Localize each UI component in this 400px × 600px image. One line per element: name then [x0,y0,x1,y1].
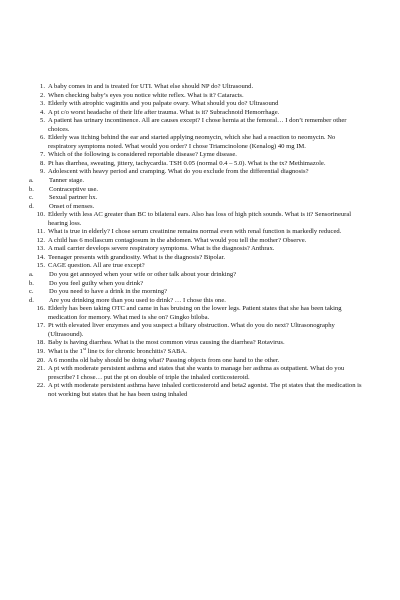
item-number: 8. [40,159,45,167]
item-text: Adolescent with heavy period and cramping. What do you exclude from the differential diagnosis? [48,168,309,176]
subitem-letter: d. [29,202,34,210]
item-number: 5. [40,117,45,125]
list-item [29,245,364,254]
item-number: 9. [40,168,45,176]
item-text: Teenager presents with grandiosity. What is the diagnosis? Bipolar. [48,253,225,261]
list-subitem [29,280,364,289]
item-text: Elderly with atrophic vaginitis and you palpate ovary. What should you do? Ultrasound [48,100,279,108]
subitem-letter: d. [29,296,34,304]
item-text-post: line tx for chronic bronchitis? SABA. [86,347,187,355]
item-number: 4. [40,108,45,116]
item-text: A mail carrier develops severe respiratory symptoms. What is the diagnosis? Anthrax. [48,245,275,253]
question-list [29,83,364,399]
item-text: When checking baby’s eyes you notice white reflex. What is it? Cataracts. [48,91,244,99]
subitem-text: Do you get annoyed when your wife or other talk about your drinking? [49,271,237,279]
item-number: 16. [36,305,45,313]
list-item [29,345,364,357]
item-number: 22. [36,382,45,390]
item-number: 2. [40,91,45,99]
list-subitem [29,271,364,280]
list-subitem [29,297,364,306]
item-number: 7. [40,151,45,159]
list-item [29,339,364,348]
list-subitem [29,186,364,195]
list-item [29,211,364,228]
list-item [29,168,364,177]
item-number: 21. [36,365,45,373]
list-item [29,151,364,160]
item-text: A pt c/o worst headache of their life after trauma. What is it? Subrachnoid Hemorrhage. [48,108,280,116]
list-item [29,134,364,151]
list-item [29,92,364,101]
item-text: Pt with elevated liver enzymes and you suspect a biliary obstruction. What do you do next? Ultrasonography (Ultrasound). [48,322,335,338]
subitem-text: Are you drinking more than you used to drink? … I chose this one. [49,296,226,304]
item-number: 3. [40,100,45,108]
list-item [29,254,364,263]
list-item [29,100,364,109]
item-number: 1. [40,83,45,90]
item-text: What is true in elderly? I chose serum creatinine remains normal even with renal function is markedly reduced. [48,228,342,236]
item-number: 13. [36,245,45,253]
subitem-letter: b. [29,279,34,287]
item-number: 6. [40,134,45,142]
list-item [29,109,364,118]
subitem-text: Sexual partner hx. [49,194,98,202]
list-subitem [29,203,364,212]
item-number: 20. [36,356,45,364]
item-number: 19. [36,347,45,355]
list-item [29,305,364,322]
subitem-text: Onset of menses. [49,202,95,210]
list-subitem [29,177,364,186]
item-number: 11. [37,228,45,236]
subitem-letter: c. [29,288,34,296]
item-text: Pt has diarrhea, sweating, jittery, tachycardia. TSH 0.05 (normal 0.4 – 5.0). What is the tx? Methimazole. [48,159,326,167]
item-text: A baby comes in and is treated for UTI. What else should NP do? Ultrasound. [48,83,254,90]
list-item [29,160,364,169]
list-item [29,228,364,237]
subitem-text: Do you feel guilty when you drink? [49,279,144,287]
item-number: 14. [36,253,45,261]
item-text: Elderly has been taking OTC and came in has bruising on the lower legs. Patient states that she has been taking medication for memory. What med is she on? Gingko biloba. [48,305,342,321]
item-number: 18. [36,339,45,347]
item-text: CAGE question. All are true except? [48,262,145,270]
item-text: A pt with moderate persistent asthma have inhaled corticosteroid and beta2 agonist. The pt states that the medication is not working but states that he has been using inhaled [48,382,362,398]
item-number: 10. [36,211,45,219]
list-item [29,382,364,399]
ordinal-superscript: st [82,345,86,351]
list-subitem [29,288,364,297]
list-item [29,83,364,92]
item-number: 15. [36,262,45,270]
subitem-text: Tanner stage. [49,177,85,185]
subitem-letter: a. [29,271,34,279]
item-number: 12. [36,236,45,244]
subitem-text: Do you need to have a drink in the morning? [49,288,168,296]
item-number: 17. [36,322,45,330]
item-text: Baby is having diarrhea. What is the most common virus causing the diarrhea? Rotavirus. [48,339,285,347]
list-subitem [29,194,364,203]
item-text-pre: What is the 1 [48,347,83,355]
list-item [29,365,364,382]
item-text: A patient has urinary incontinence. All are causes except? I chose hernia at the femoral… I don’t remember other choices. [48,117,347,133]
subitem-letter: a. [29,177,34,185]
list-item [29,262,364,271]
item-text: A pt with moderate persistent asthma and states that she wants to manage her asthma as outpatient. What do you prescribe? I chose… put the pt on double of triple the inhaled corticosteroid. [48,365,345,381]
item-text: Which of the following is considered reportable disease? Lyme disease. [48,151,237,159]
list-item [29,357,364,366]
item-text: Elderly was itching behind the ear and started applying neomycin, which she had a reaction to neomycin. No respiratory symptoms noted. What would you order? I chose Triamcinolone (Kenalog) 40 mg IM. [48,134,336,150]
item-text: A child has 6 mollascum contagiosum in the abdomen. What would you tell the mother? Observe. [48,236,307,244]
list-item [29,237,364,246]
list-item [29,117,364,134]
list-item [29,322,364,339]
subitem-letter: b. [29,185,34,193]
item-text: A 6 months old baby should be doing what? Passing objects from one hand to the other. [48,356,280,364]
subitem-text: Contraceptive use. [49,185,99,193]
item-text: Elderly with less AC greater than BC to bilateral ears. Also has loss of high pitch sounds. What is it? Sensorineural hearing loss. [48,211,352,227]
subitem-letter: c. [29,194,34,202]
